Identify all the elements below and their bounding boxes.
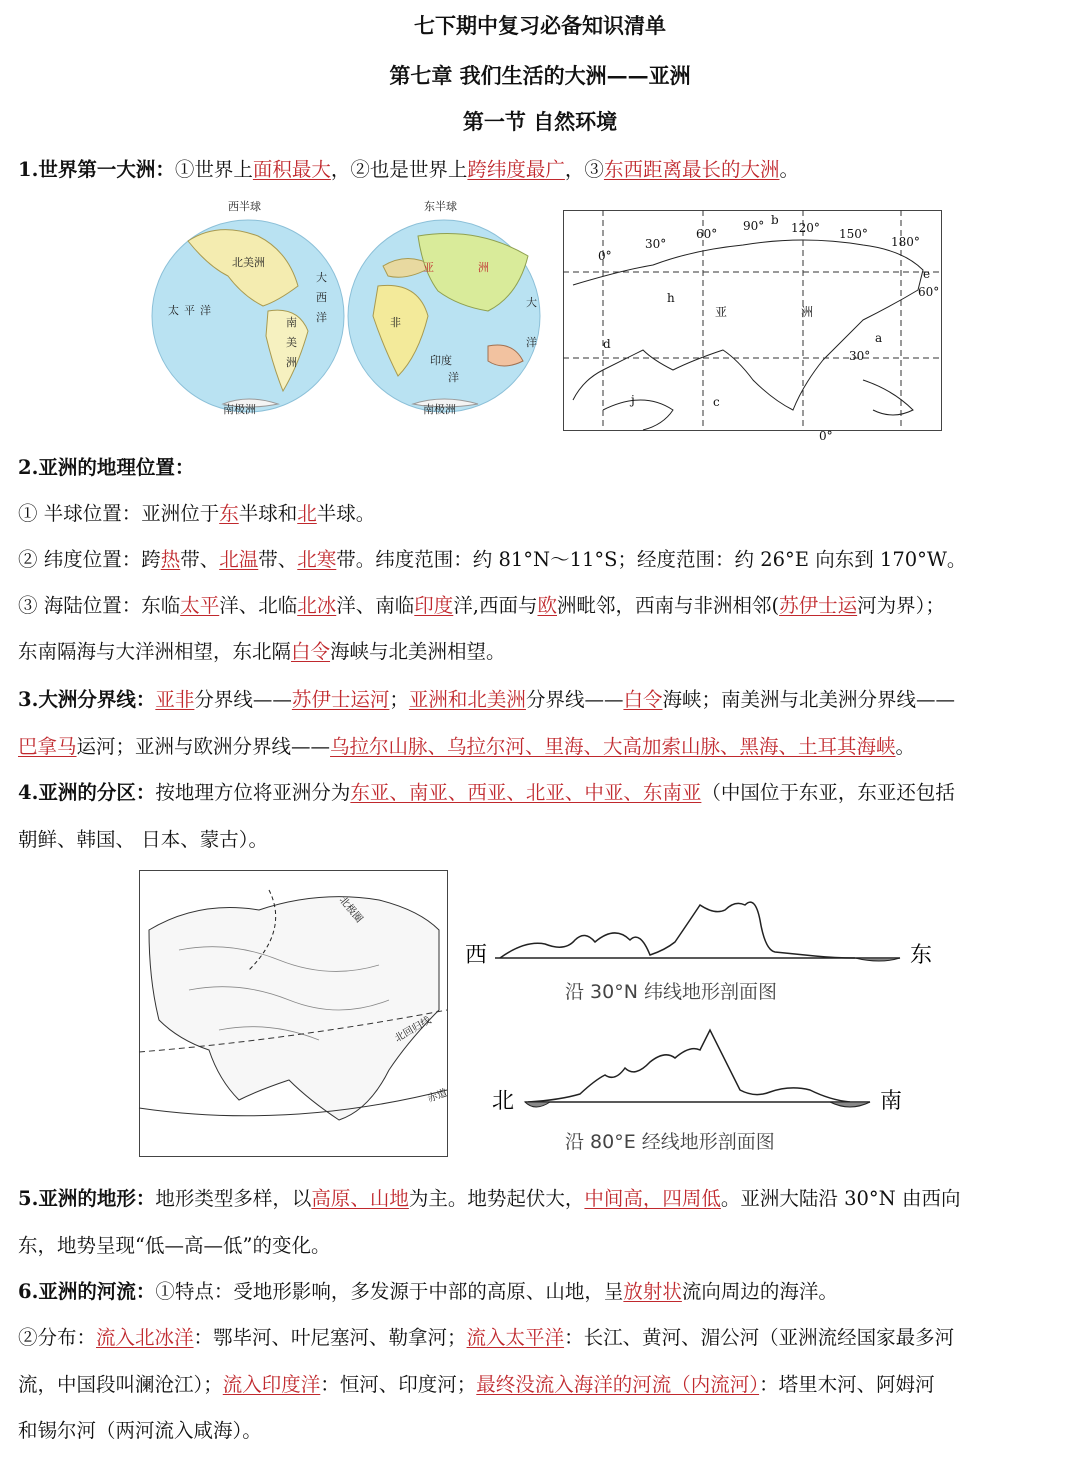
svg-text:大: 大: [526, 296, 537, 309]
svg-text:洋: 洋: [526, 336, 537, 349]
svg-text:北极圈: 北极圈: [336, 894, 365, 925]
svg-text:沿 80°E 经线地形剖面图: 沿 80°E 经线地形剖面图: [565, 1131, 775, 1153]
svg-text:北回归线: 北回归线: [393, 1015, 434, 1045]
svg-text:亚: 亚: [423, 261, 434, 274]
svg-text:洲: 洲: [286, 356, 297, 369]
svg-text:南极洲: 南极洲: [223, 403, 256, 416]
svg-text:120°: 120°: [791, 221, 820, 235]
para-1: 1.世界第一大洲：①世界上面积最大，②也是世界上跨纬度最广，③东西距离最长的大洲。: [18, 158, 799, 181]
svg-text:b: b: [771, 213, 779, 227]
svg-text:北: 北: [492, 1089, 515, 1114]
svg-text:南: 南: [286, 316, 297, 329]
para-6: 6.亚洲的河流：①特点：受地形影响，多发源于中部的高原、山地，呈放射状流向周边的海洋。: [18, 1280, 838, 1303]
para-4: 4.亚洲的分区：按地理方位将亚洲分为东亚、南亚、西亚、北亚、中亚、东南亚（中国位于东亚，东亚还包括: [18, 781, 955, 804]
svg-text:洋: 洋: [448, 371, 459, 384]
para-2c: ③ 海陆位置：东临太平洋、北临北冰洋、南临印度洋,西面与欧洲毗邻，西南与非洲相邻(苏伊士运河为界）；: [18, 594, 945, 617]
svg-text:东: 东: [910, 943, 933, 968]
svg-text:赤道: 赤道: [426, 1087, 449, 1105]
east-hemisphere-label: 东半球: [424, 200, 457, 213]
svg-text:180°: 180°: [891, 235, 920, 249]
svg-text:90°: 90°: [743, 219, 765, 233]
svg-text:60°: 60°: [918, 285, 940, 299]
svg-text:洋: 洋: [200, 304, 211, 317]
profile-80e: [490, 1020, 930, 1160]
section-title: 第一节 自然环境: [462, 109, 618, 134]
svg-text:西: 西: [465, 943, 488, 968]
para-2b: ② 纬度位置：跨热带、北温带、北寒带。纬度范围：约 81°N～11°S；经度范围：约 26°E 向东到 170°W。: [18, 548, 967, 571]
svg-text:平: 平: [184, 304, 195, 317]
svg-text:南极洲: 南极洲: [423, 403, 456, 416]
svg-text:洲: 洲: [478, 261, 489, 274]
svg-text:30°: 30°: [849, 349, 871, 363]
svg-text:洋: 洋: [316, 311, 327, 324]
chapter-title: 第七章 我们生活的大洲——亚洲: [389, 63, 691, 88]
svg-text:非: 非: [390, 316, 401, 329]
svg-text:60°: 60°: [696, 227, 718, 241]
para-2-heading: 2.亚洲的地理位置：: [18, 456, 195, 479]
para-3: 3.大洲分界线：亚非分界线——苏伊士运河；亚洲和北美洲分界线——白令海峡；南美洲与北美洲分界线——: [18, 688, 955, 711]
svg-text:e: e: [923, 267, 931, 281]
svg-text:南: 南: [880, 1089, 903, 1114]
para-2a: ① 半球位置：亚洲位于东半球和北半球。: [18, 502, 376, 525]
svg-text:印度: 印度: [430, 354, 452, 367]
page-title: 七下期中复习必备知识清单: [414, 13, 666, 38]
hemispheres-map: [148, 196, 548, 428]
para-4b: 朝鲜、韩国、 日本、蒙古）。: [18, 828, 268, 851]
svg-text:大: 大: [316, 271, 327, 284]
para-6d: 和锡尔河（两河流入咸海）。: [18, 1419, 262, 1442]
profile-30n: [455, 880, 945, 1010]
para-6b: ②分布：流入北冰洋：鄂毕河、叶尼塞河、勒拿河；流入太平洋：长江、黄河、湄公河（亚洲流经国家最多河: [18, 1326, 955, 1349]
svg-text:洲: 洲: [801, 305, 814, 319]
svg-text:沿 30°N 纬线地形剖面图: 沿 30°N 纬线地形剖面图: [565, 981, 777, 1003]
para-5: 5.亚洲的地形：地形类型多样，以高原、山地为主。地势起伏大，中间高，四周低。亚洲大陆沿 30°N 由西向: [18, 1187, 961, 1210]
west-hemisphere-label: 西半球: [228, 200, 261, 213]
svg-text:h: h: [667, 291, 675, 305]
para-5b: 东，地势呈现“低—高—低”的变化。: [18, 1234, 331, 1257]
asia-topo-map: [139, 870, 449, 1158]
svg-text:a: a: [875, 331, 883, 345]
svg-text:0°: 0°: [819, 429, 833, 443]
para-6c: 流，中国段叫澜沧江）；流入印度洋：恒河、印度河；最终没流入海洋的河流（内流河）：塔里木河、阿姆河: [18, 1373, 935, 1396]
svg-text:j: j: [631, 393, 635, 407]
svg-text:太: 太: [168, 304, 179, 317]
svg-text:30°: 30°: [645, 237, 667, 251]
para-3b: 巴拿马运河；亚洲与欧洲分界线——乌拉尔山脉、乌拉尔河、里海、大高加索山脉、黑海、土耳其海峡。: [18, 735, 916, 758]
asia-grid-map: [563, 210, 943, 443]
svg-text:d: d: [603, 337, 611, 351]
svg-text:150°: 150°: [839, 227, 868, 241]
svg-text:亚: 亚: [715, 305, 728, 319]
svg-text:0°: 0°: [598, 249, 612, 263]
para-2d: 东南隔海与大洋洲相望，东北隔白令海峡与北美洲相望。: [18, 640, 506, 663]
svg-text:c: c: [713, 395, 720, 409]
svg-text:北美洲: 北美洲: [232, 256, 265, 269]
svg-text:美: 美: [286, 336, 297, 349]
svg-text:西: 西: [316, 291, 327, 304]
